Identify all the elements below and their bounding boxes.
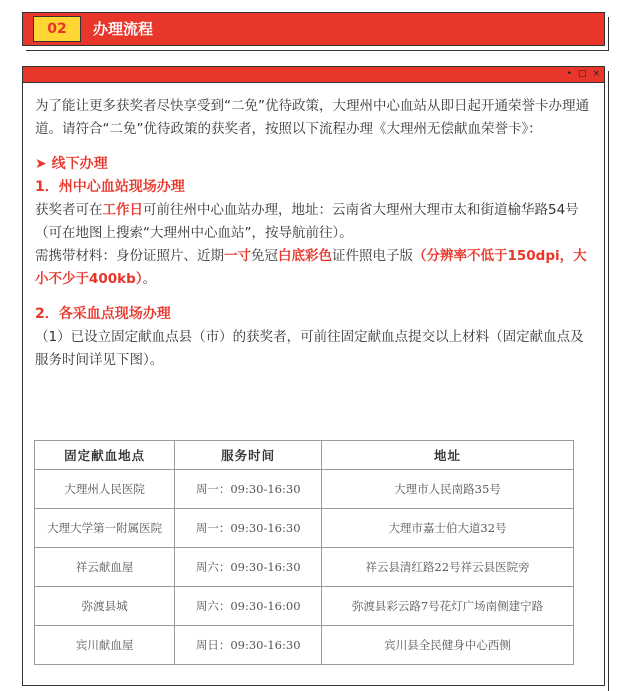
cell-location: 大理州人民医院: [35, 470, 175, 509]
item1-materials-paragraph: [35, 245, 591, 291]
content-body: [35, 95, 591, 372]
text: 获奖者可在: [35, 202, 103, 218]
table-row: [35, 509, 574, 548]
item1-title: 1．州中心血站现场办理: [35, 179, 185, 195]
section-number: 02: [33, 16, 81, 42]
table-row: [35, 587, 574, 626]
table-row: [35, 548, 574, 587]
cell-time: 周一：09:30-16:30: [175, 470, 322, 509]
cell-address: 大理市人民南路35号: [322, 470, 574, 509]
intro-paragraph: 为了能让更多获奖者尽快享受到“二免”优待政策，大理州中心血站从即日起开通荣誉卡办理通道。请符合“二免”优待政策的获奖者，按照以下流程办理《大理州无偿献血荣誉卡》：: [35, 98, 589, 137]
section-header: [22, 12, 605, 46]
cell-location: 大理大学第一附属医院: [35, 509, 175, 548]
section-title: 办理流程: [93, 20, 154, 38]
cell-time: 周一：09:30-16:30: [175, 509, 322, 548]
table-header-row: [35, 441, 574, 470]
maximize-icon[interactable]: □: [577, 69, 587, 79]
text: 需携带材料：身份证照片、近期: [35, 248, 224, 264]
donation-points-table: [34, 440, 574, 665]
item2-title: 2．各采血点现场办理: [35, 306, 171, 322]
text: 证件照电子版: [332, 248, 413, 264]
cell-time: 周六：09:30-16:00: [175, 587, 322, 626]
cell-address: 弥渡县彩云路7号花灯广场南侧建宁路: [322, 587, 574, 626]
text: 可前往州中心血站办理，地址：云南省大理州大理市太和街道榆华路54号（可在地图上搜索“大理州中心血站”，按导航前往）。: [35, 202, 579, 241]
cell-time: 周六：09:30-16:30: [175, 548, 322, 587]
window-controls: [567, 68, 600, 80]
table-row: [35, 470, 574, 509]
cell-location: 弥渡县城: [35, 587, 175, 626]
cell-time: 周日：09:30-16:30: [175, 626, 322, 665]
highlight-workday: 工作日: [102, 202, 143, 218]
close-icon[interactable]: ×: [592, 69, 600, 79]
minimize-icon[interactable]: •: [566, 69, 572, 79]
cell-location: 宾川献血屋: [35, 626, 175, 665]
offline-heading: ➤ 线下办理: [35, 156, 108, 172]
item1-address-paragraph: [35, 199, 591, 245]
col-header-location: 固定献血地点: [35, 441, 175, 470]
highlight-one-inch: 一寸: [224, 248, 251, 264]
window-titlebar: [23, 67, 604, 83]
highlight-resolution: （分辨率不低于150dpi，大小不少于400kb）: [35, 248, 587, 287]
cell-address: 大理市嘉士伯大道32号: [322, 509, 574, 548]
cell-address: 宾川县全民健身中心西侧: [322, 626, 574, 665]
table-row: [35, 626, 574, 665]
cell-address: 祥云县清红路22号祥云县医院旁: [322, 548, 574, 587]
col-header-time: 服务时间: [175, 441, 322, 470]
text: 。: [142, 271, 157, 287]
highlight-white-bg: 白底彩色: [278, 248, 332, 264]
cell-location: 祥云献血屋: [35, 548, 175, 587]
col-header-address: 地址: [322, 441, 574, 470]
item2-paragraph: （1）已设立固定献血点县（市）的获奖者，可前往固定献血点提交以上材料（固定献血点及服务时间详见下图）。: [35, 329, 584, 368]
text: 免冠: [251, 248, 278, 264]
